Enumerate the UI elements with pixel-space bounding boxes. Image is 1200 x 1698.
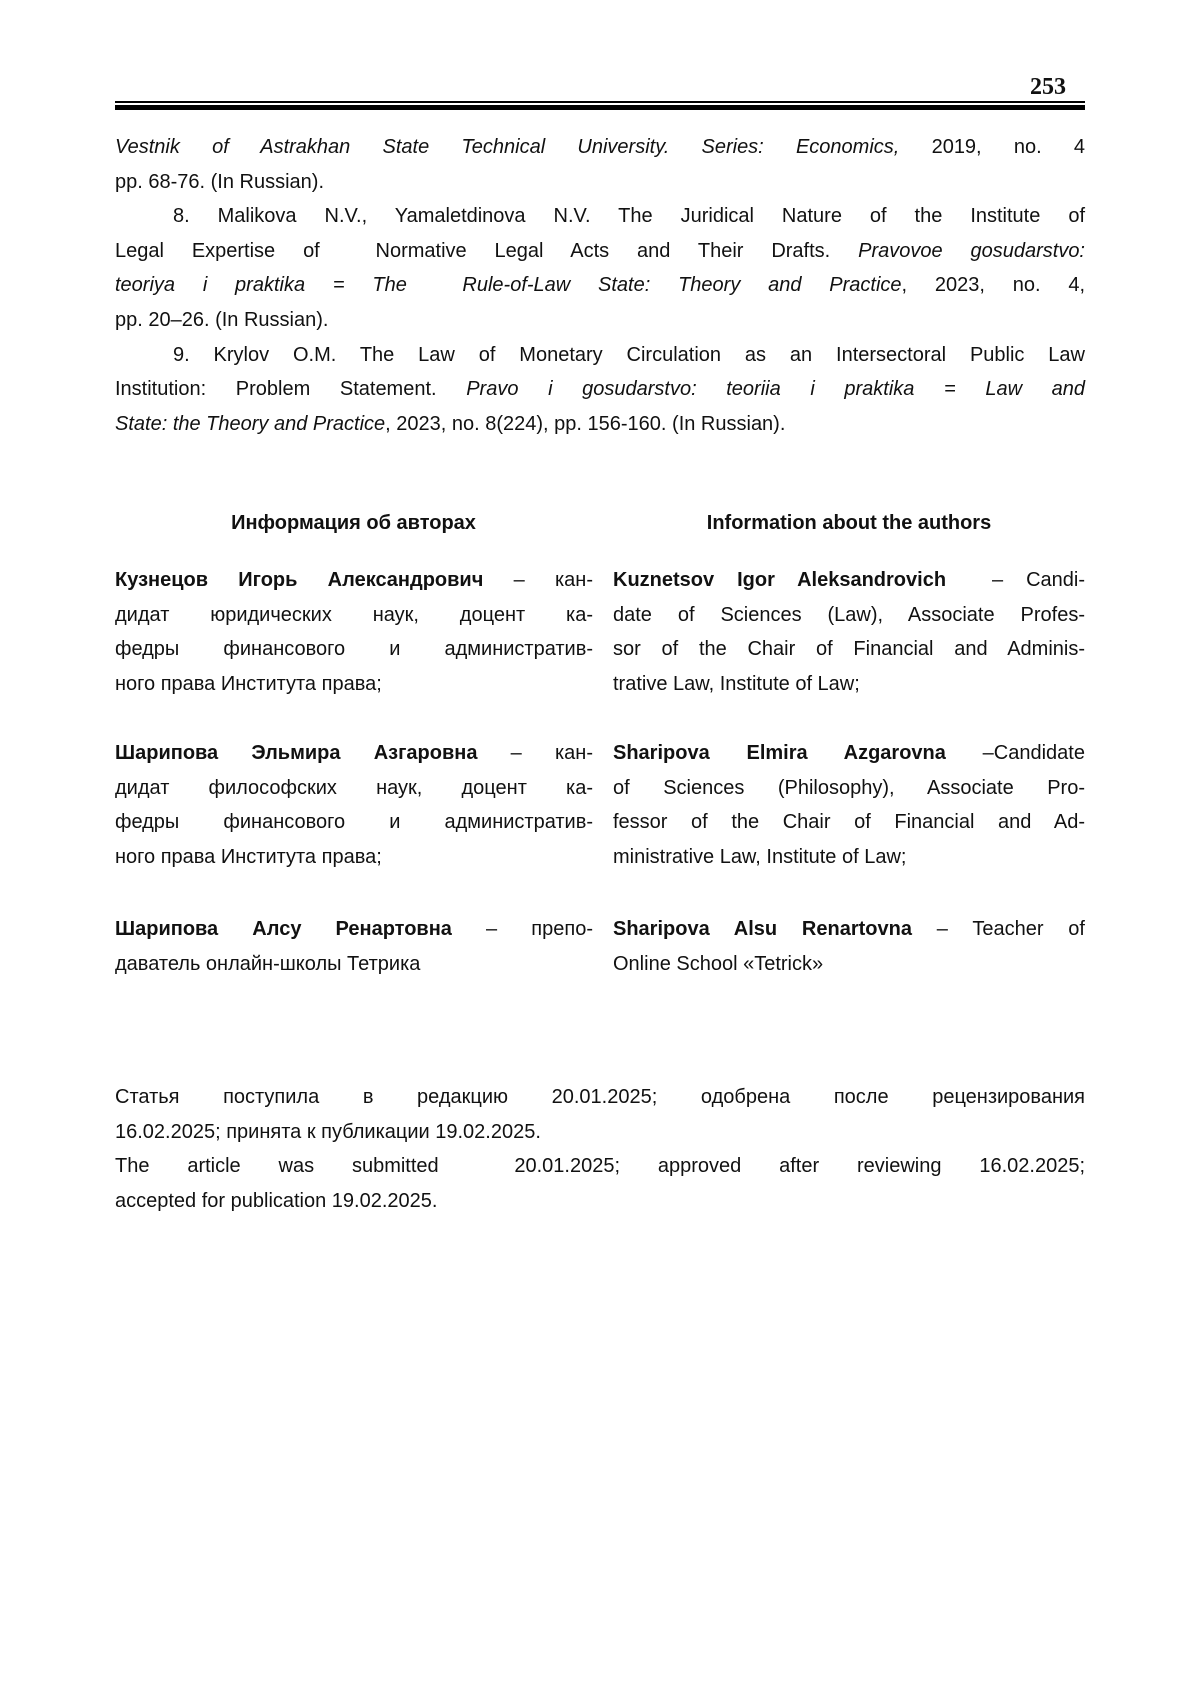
text-line [115,372,1085,407]
text-segment: The article was submitted 20.01.2025; approved after reviewing 16.02.2025; [115,1155,1085,1178]
author-info-ru [115,736,593,874]
text-segment: дидат юридических наук, доцент ка- [115,603,593,626]
text-segment: , 2023, no. 4, [901,274,1085,297]
text-line [115,338,1085,373]
italic-text: Pravo i gosudarstvo: teoriia i praktika = Law and [466,378,1085,401]
text-line [115,407,1085,442]
author-info-en [613,736,1085,874]
text-line [115,1184,1085,1219]
author-info-ru [115,912,593,981]
text-line [115,1149,1085,1184]
text-segment: 8. Malikova N.V., Yamaletdinova N.V. The Juridical Nature of the Institute of [173,205,1085,228]
text-line [613,771,1085,806]
text-segment: pp. 20–26. (In Russian). [115,308,329,331]
text-segment: ministrative Law, Institute of Law; [613,845,907,868]
text-segment: pp. 68-76. (In Russian). [115,170,324,193]
text-segment: Legal Expertise of Normative Legal Acts and Their Drafts. [115,239,859,262]
text-line [115,667,593,702]
text-segment: даватель онлайн-школы Тетрика [115,952,421,975]
text-segment: 9. Krylov O.M. The Law of Monetary Circulation as an Intersectoral Public Law [173,343,1085,366]
text-segment: Online School «Tetrick» [613,952,824,975]
text-line [115,736,593,771]
text-line [613,805,1085,840]
text-line [613,598,1085,633]
authors-heading-ru: Информация об авторах [231,512,476,534]
text-segment: 16.02.2025; принята к публикации 19.02.2025. [115,1120,541,1143]
author-name: Kuznetsov Igor Aleksandrovich [613,569,947,591]
text-segment: Institution: Problem Statement. [115,378,467,401]
text-segment: date of Sciences (Law), Associate Profes- [613,603,1085,626]
text-segment: 2019, no. 4 [899,136,1085,158]
author-name: Sharipova Elmira Azgarovna [613,742,946,764]
text-segment: – препо- [451,918,593,940]
header-rule [115,101,1085,103]
text-segment: accepted for publication 19.02.2025. [115,1189,438,1212]
text-segment: – Teacher of [911,918,1085,940]
article-dates [115,1080,1085,1218]
italic-text: State: the Theory and Practice [115,412,386,435]
text-segment: федры финансового и административ- [115,811,593,834]
text-line [613,912,1085,947]
author-name: Кузнецов Игорь Александрович [115,569,484,591]
italic-text: Vestnik of Astrakhan State Technical University. Series: Economics, [115,136,900,158]
page-number: 253 [1030,74,1066,100]
text-segment: – кан- [483,569,593,591]
author-info-en [613,563,1085,701]
author-name: Шарипова Алсу Ренартовна [115,918,452,940]
italic-text: teoriya i praktika = The Rule-of-Law State: Theory and Practice [115,274,902,297]
text-line [613,667,1085,702]
text-segment: – кан- [477,742,593,764]
text-line [115,912,593,947]
text-line [115,771,593,806]
text-segment: дидат философских наук, доцент ка- [115,776,593,799]
text-segment: , 2023, no. 8(224), pp. 156-160. (In Russian). [385,412,786,435]
text-line [115,234,1085,269]
text-segment: ного права Института права; [115,845,382,868]
author-name: Шарипова Эльмира Азгаровна [115,742,478,764]
text-line [115,199,1085,234]
text-line [613,563,1085,598]
text-line [613,840,1085,875]
text-segment: –Candidate [945,742,1085,764]
text-line [613,736,1085,771]
text-segment: trative Law, Institute of Law; [613,672,860,695]
text-line [115,165,1085,200]
italic-text: Pravovoe gosudarstvo: [858,239,1085,262]
text-line [115,268,1085,303]
header-rule-thick [115,105,1085,110]
authors-heading-en: Information about the authors [706,512,992,534]
text-line [115,563,593,598]
text-segment: Статья поступила в редакцию 20.01.2025; одобрена после рецензирования [115,1086,1085,1108]
text-segment: fessor of the Chair of Financial and Ad- [613,811,1085,834]
text-line [115,598,593,633]
text-line [115,130,1085,165]
text-segment: of Sciences (Philosophy), Associate Pro- [613,776,1085,799]
text-segment: – Candi- [946,569,1085,591]
text-line [115,1080,1085,1115]
text-line [115,947,593,982]
text-line [115,1115,1085,1150]
text-segment: федры финансового и административ- [115,638,593,661]
author-info-ru [115,563,593,701]
text-line [115,805,593,840]
text-segment: sor of the Chair of Financial and Adminis- [613,638,1085,661]
references-list [115,130,1085,441]
author-info-en [613,912,1085,981]
text-line [613,947,1085,982]
text-segment: ного права Института права; [115,672,382,695]
text-line [613,632,1085,667]
text-line [115,840,593,875]
text-line [115,303,1085,338]
author-name: Sharipova Alsu Renartovna [613,918,912,940]
text-line [115,632,593,667]
